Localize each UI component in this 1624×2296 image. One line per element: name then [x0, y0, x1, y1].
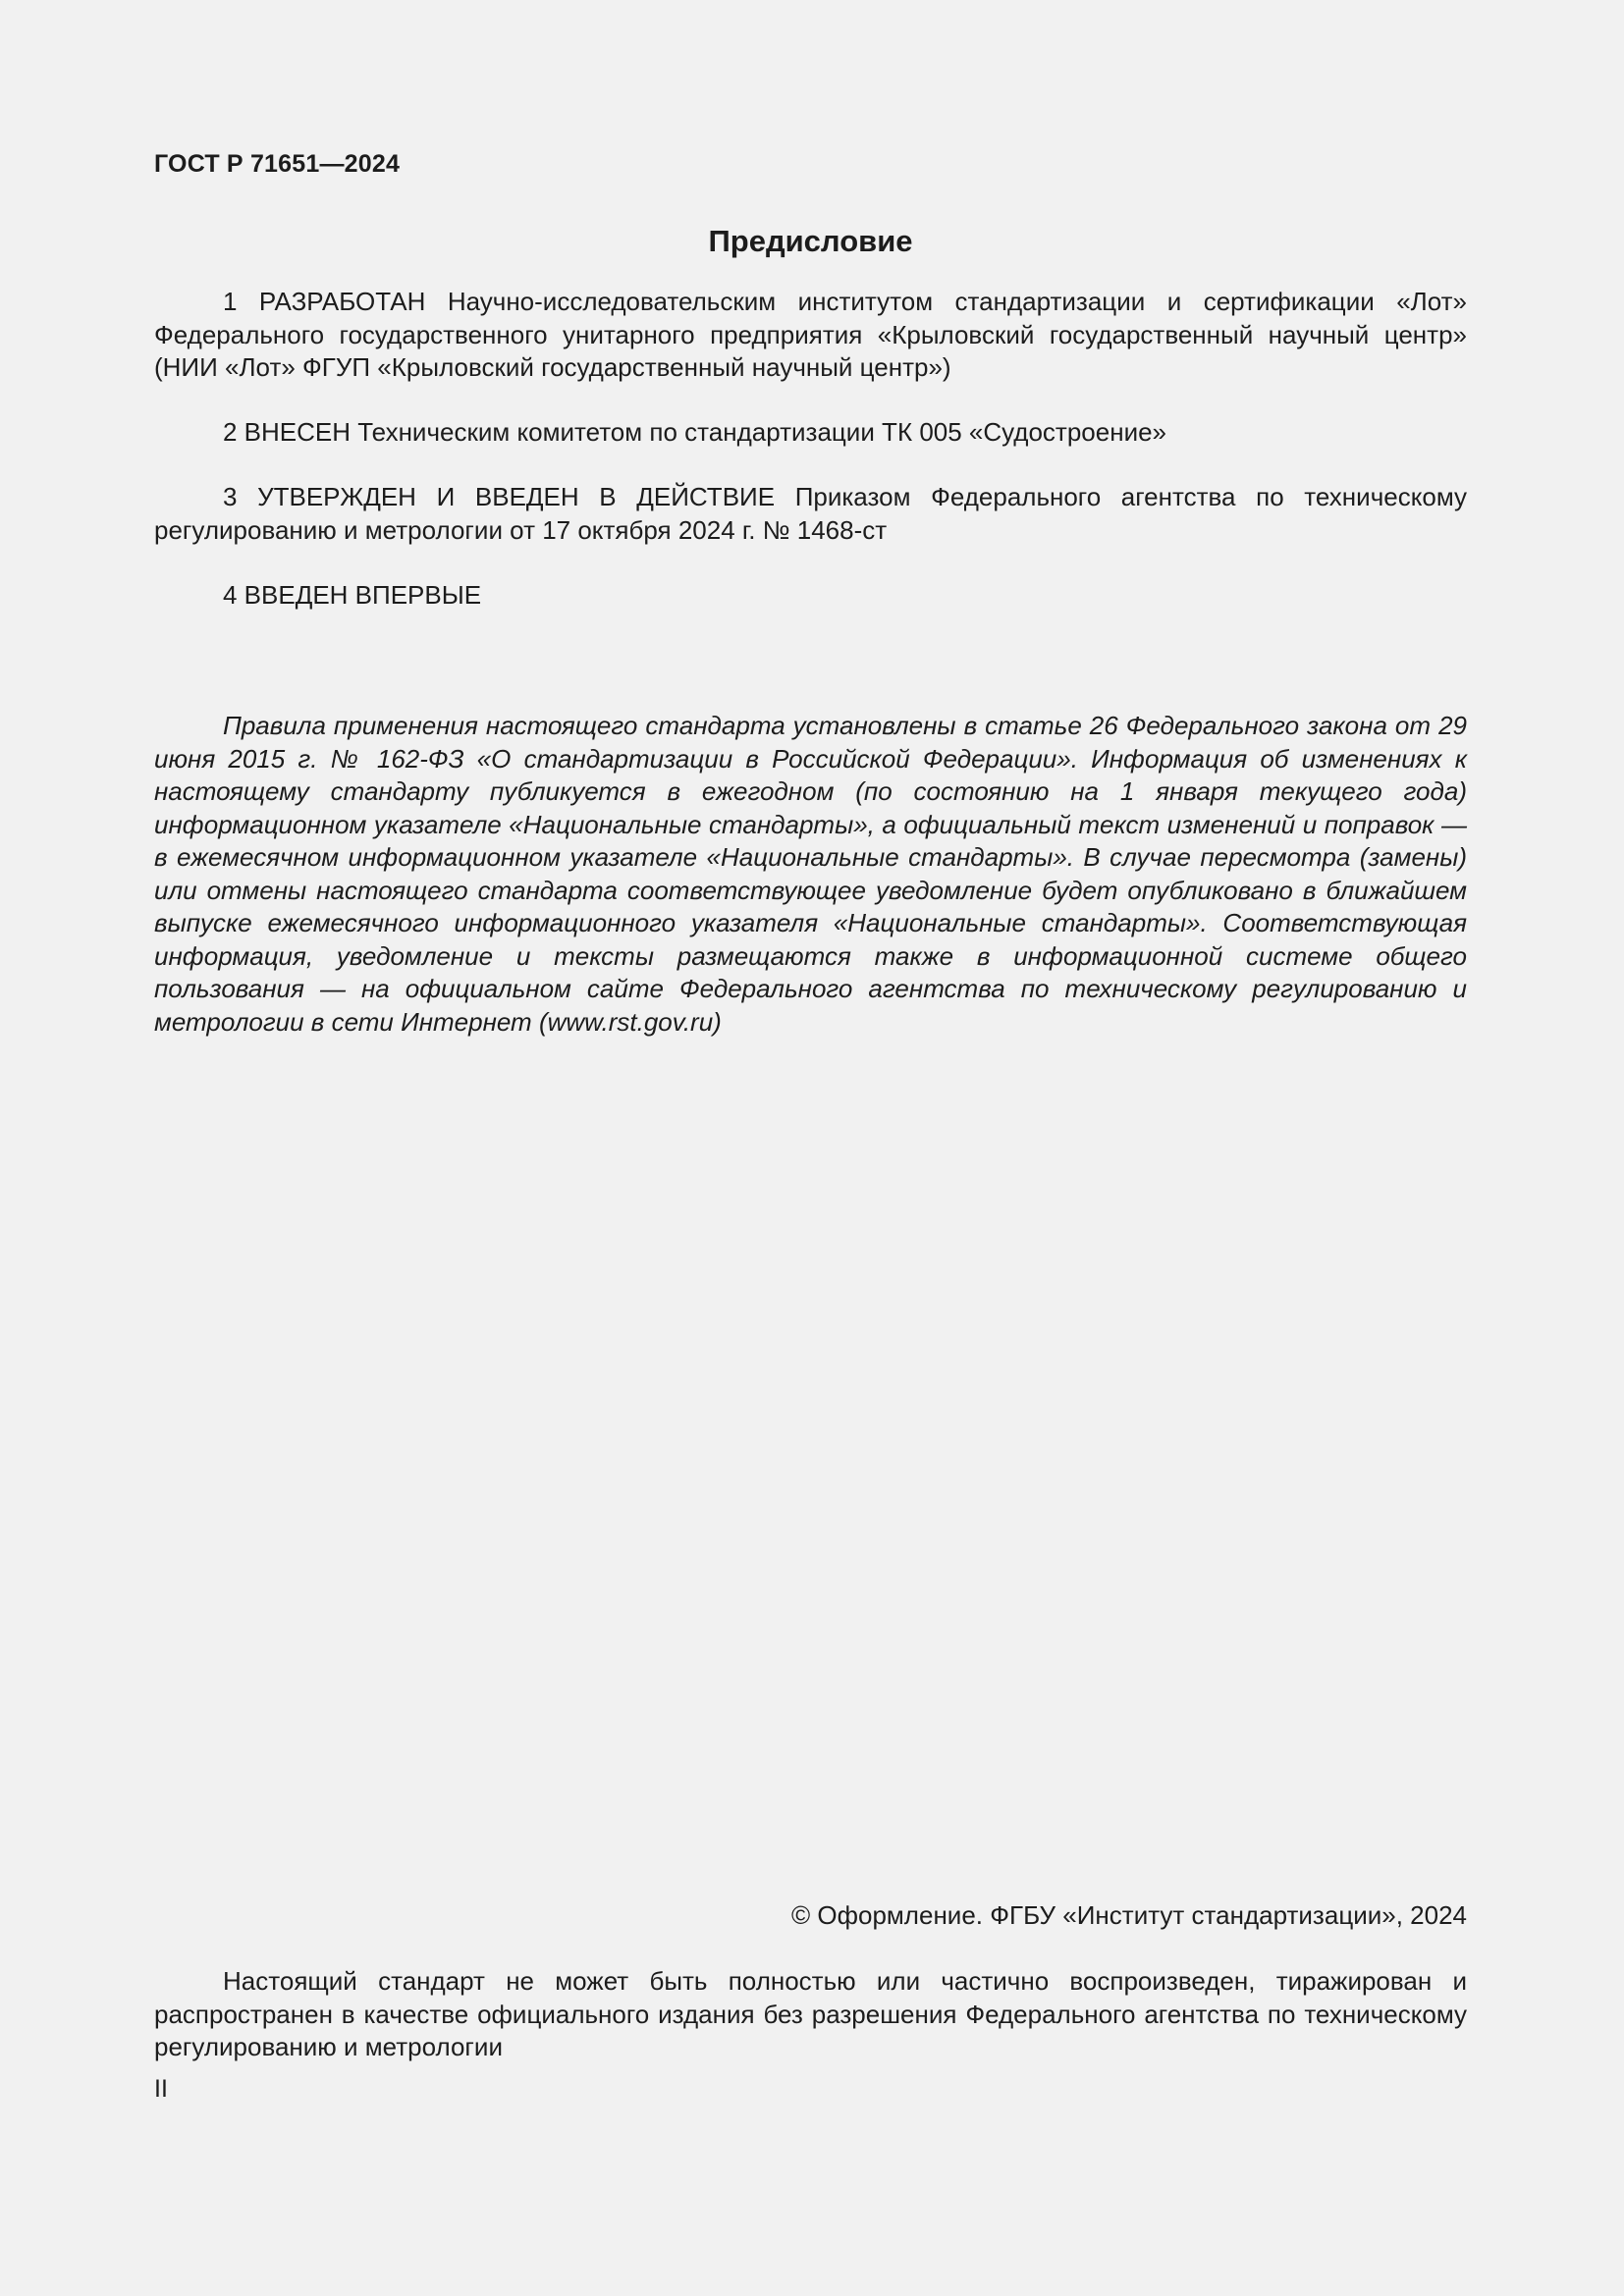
- foreword-item-4: 4 ВВЕДЕН ВПЕРВЫЕ: [223, 580, 482, 610]
- copyright-line: © Оформление. ФГБУ «Институт стандартизации», 2024: [791, 1900, 1467, 1930]
- reproduction-notice: Настоящий стандарт не может быть полностью или частично воспроизведен, тиражирован и распространен в качестве официального издания без разрешения Федерального агентства по техническому регулированию и метрологии: [154, 1966, 1467, 2061]
- foreword-item-3: 3 УТВЕРЖДЕН И ВВЕДЕН В ДЕЙСТВИЕ Приказом Федерального агентства по техническому регулированию и метрологии от 17 октября 2024 г. № 1468-ст: [154, 482, 1467, 545]
- standard-code: ГОСТ Р 71651—2024: [154, 150, 401, 178]
- page-number: II: [154, 2075, 168, 2103]
- foreword-item-1: 1 РАЗРАБОТАН Научно-исследовательским институтом стандартизации и сертификации «Лот» Федерального государственного унитарного предприятия «Крыловский государственный научный центр» (НИИ «Лот» ФГУП «Крыловский государственный научный центр»): [154, 287, 1467, 382]
- application-rules-notice: Правила применения настоящего стандарта установлены в статье 26 Федерального закона от 29 июня 2015 г. № 162-ФЗ «О стандартизации в Российской Федерации». Информация об изменениях к настоящему стандарту публикуется в ежегодном (по состоянию на 1 января текущего года) информационном указателе «Национальные стандарты», а официальный текст изменений и поправок — в ежемесячном информационном указателе «Национальные стандарты». В случае пересмотра (замены) или отмены настоящего стандарта соответствующее уведомление будет опубликовано в ближайшем выпуске ежемесячного информационного указателя «Национальные стандарты». Соответствующая информация, уведомление и тексты размещаются также в информационной системе общего пользования — на официальном сайте Федерального агентства по техническому регулированию и метрологии в сети Интернет (www.rst.gov.ru): [154, 711, 1467, 1037]
- foreword-item-2: 2 ВНЕСЕН Техническим комитетом по стандартизации ТК 005 «Судостроение»: [223, 417, 1167, 447]
- page-title: Предисловие: [708, 224, 913, 258]
